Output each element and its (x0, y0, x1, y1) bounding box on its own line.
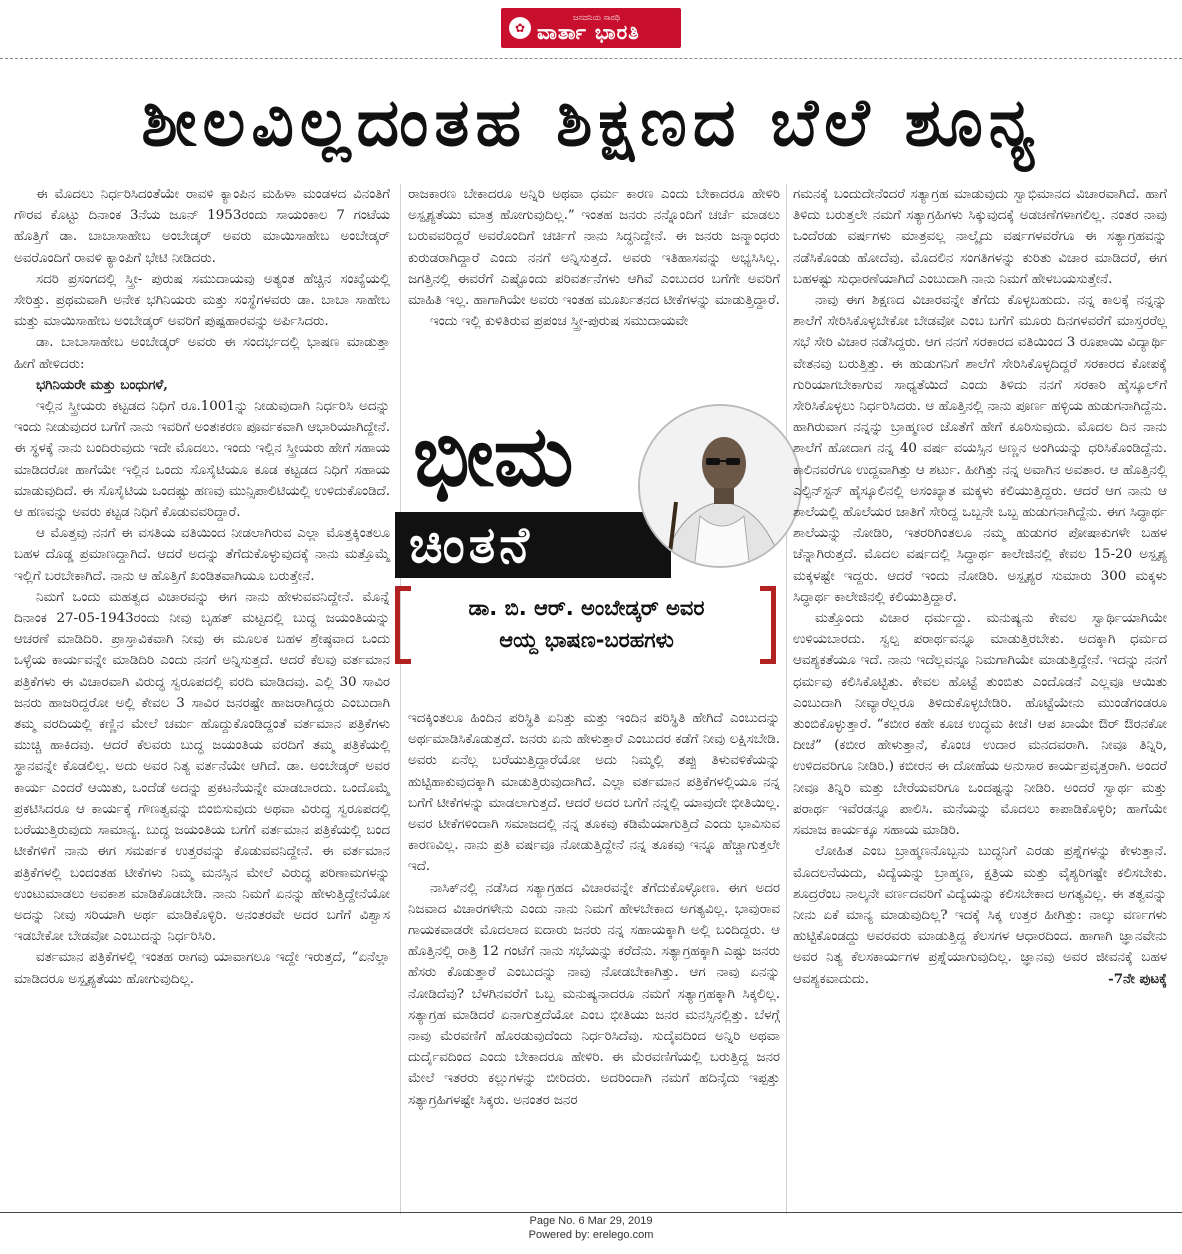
paragraph: ಇಲ್ಲಿನ ಸ್ತ್ರೀಯರು ಕಟ್ಟಡದ ನಿಧಿಗೆ ರೂ.1001ನ್ನು ನೀಡುವುದಾಗಿ ನಿರ್ಧರಿಸಿ ಅದನ್ನು ಇಂದು ನೀಡುವುದರ ಬಗೆಗೆ ನಾನು ಇವರಿಗೆ ಅಂತಃಕರಣ ಪೂರ್ವಕವಾಗಿ ಆಭಾರಿಯಾಗಿದ್ದೇನೆ. ಈ ಸ್ಥಳಕ್ಕೆ ನಾನು ಬಂದಿರುವುದು ಇದೇ ಮೊದಲು. ಇಂದು ಇಲ್ಲಿನ ಸ್ತ್ರೀಯರು ಹೇಗೆ ಸಹಾಯ ಮಾಡಿದರೋ ಹಾಗೆಯೇ ಇಲ್ಲಿನ ಒಂದು ಸೊಸೈಟಿಯೂ ಕೂಡ ಕಟ್ಟಡದ ನಿಧಿಗೆ ಸಹಾಯ ಮಾಡುವುದಿದೆ. ಈ ಸೊಸೈಟಿಯ ಒಂದಷ್ಟು ಹಣವು ಮುನ್ಸಿಪಾಲಿಟಿಯಲ್ಲಿ ಉಳಿದುಕೊಂಡಿದೆ. ಆ ಹಣವನ್ನು ಅವರು ಕಟ್ಟಡ ನಿಧಿಗೆ ಕೊಡುವವರಿದ್ದಾರೆ. (14, 399, 390, 521)
feature-subtitle-line2: ಆಯ್ದ ಭಾಷಣ-ಬರಹಗಳು (499, 628, 674, 652)
feature-subtitle-line1: ಡಾ. ಬಿ. ಆರ್. ಅಂಬೇಡ್ಕರ್ ಅವರ (468, 596, 705, 620)
bracket-right (760, 586, 776, 664)
paragraph: ಮತ್ತೊಂದು ವಿಚಾರ ಧರ್ಮದ್ದು. ಮನುಷ್ಯನು ಕೇವಲ ಸ್ವಾರ್ಥಿಯಾಗಿಯೇ ಉಳಿಯಬಾರದು. ಸ್ವಲ್ಪ ಪರಾರ್ಥವನ್ನೂ ಮಾಡುತ್ತಿರಬೇಕು. ಅದಕ್ಕಾಗಿ ಧರ್ಮದ ಆವಶ್ಯಕತೆಯೂ ಇದೆ. ನಾನು ಇದೆಲ್ಲವನ್ನೂ ನಿಮಗಾಗಿಯೇ ಮಾಡುತ್ತಿದ್ದೇನೆ. ಇದನ್ನು ನನಗೆ ಧರ್ಮವು ಕಲಿಸಿಕೊಟ್ಟಿತು. ಕೇವಲ ಹೊಟ್ಟೆ ತುಂಬಿತು ಎಂದೊಡನೆ ಎಲ್ಲವೂ ಆಯಿತು ಎಂಬುದಾಗಿ ನೀವ್ಯಾರೆಲ್ಲರೂ ತಿಳಿದುಕೊಳ್ಳಬೇಡಿರಿ. ಹೊಟ್ಟೆಯೇನು ಮುಂಡೆಗಂಡರೂ ತುಂಬಿಕೊಳ್ಳುತ್ತಾರೆ. “ಕಬೀರ ಕಹೇ ಕೂಚ ಉದ್ಧಮ ಕೀಜೆ। ಆಪ ಖಾಯೇ ಔರ್ ಔರನಕೋ ದೀಜೆ” (ಕಬೀರ ಹೇಳುತ್ತಾನೆ, ಕೊಂಚ ಉದಾರ ಮನದವರಾಗಿ. ನೀವೂ ತಿನ್ನಿರಿ, ಉಳಿದವರಿಗೂ ನೀಡಿರಿ.) ಕಬೀರನ ಈ ದೋಹೆಯ ಅನುಸಾರ ಕಾರ್ಯಪ್ರವೃತ್ತರಾಗಿ. ಅಂದರೆ ನೀವೂ ತಿನ್ನಿರಿ ಮತ್ತು ಬೇರೆಯವರಿಗೂ ಒಂದಷ್ಟನ್ನು ನೀಡಿರಿ. ಅಂದರೆ ಸ್ವಾರ್ಥ ಮತ್ತು ಪರಾರ್ಥ ಇವೆರಡನ್ನೂ ಪಾಲಿಸಿ. ಮನೆಯನ್ನು ಮೊದಲು ಕಾಪಾಡಿಕೊಳ್ಳಿರಿ; ಹಾಗೆಯೇ ಸಮಾಜ ಕಾರ್ಯಕ್ಕೂ ಸಹಾಯ ಮಾಡಿರಿ. (793, 611, 1167, 839)
paragraph: ಈ ಮೊದಲು ನಿರ್ಧರಿಸಿದಂತೆಯೇ ರಾವಳಿ ಕ್ಯಾಂಪಿನ ಮಹಿಳಾ ಮಂಡಳದ ವಿನಂತಿಗೆ ಗೌರವ ಕೊಟ್ಟು ದಿನಾಂಕ 3ನೆಯ ಜೂನ್ 1953ರಂದು ಸಾಯಂಕಾಲ 7 ಗಂಟೆಯ ಹೊತ್ತಿಗೆ ಡಾ. ಬಾಬಾಸಾಹೇಬ ಅಂಬೇಡ್ಕರ್ ಅವರು ಮಾಯಿಸಾಹೇಬ ಅಂಬೇಡ್ಕರ್ ಅವರೊಂದಿಗೆ ರಾವಳಿ ಕ್ಯಾಂಪಿಗೆ ಭೇಟಿ ನೀಡಿದರು. (14, 187, 390, 266)
continued-on-page-link[interactable]: -7ನೇ ಪುಟಕ್ಕೆ (1108, 970, 1167, 987)
masthead-tagline: ಜನದನಿಯ ಸಾರಥಿ (573, 13, 621, 22)
cropped-kicker-line (245, 58, 745, 68)
feature-box-bheema-chintane (395, 400, 788, 698)
page-info: Page No. 6 Mar 29, 2019 (529, 1215, 653, 1227)
paragraph: ಆ ಮೊತ್ತವು ನನಗೆ ಈ ವಸತಿಯ ವತಿಯಿಂದ ನೀಡಲಾಗಿರುವ ಎಲ್ಲಾ ಮೊತ್ತಕ್ಕಿಂತಲೂ ಬಹಳ ದೊಡ್ಡ ಪ್ರಮಾಣದ್ದಾಗಿದೆ. ಆದರೆ ಅದನ್ನು ತೆಗೆದುಕೊಳ್ಳುವುದಕ್ಕೆ ನಾನು ಮತ್ತೊಮ್ಮೆ ಇಲ್ಲಿಗೆ ಬರಬೇಕಾಗಿದೆ. ನಾನು ಆ ಹೊತ್ತಿಗೆ ಖಂಡಿತವಾಗಿಯೂ ಬರುತ್ತೇನೆ. (14, 526, 390, 584)
paragraph: ವರ್ತಮಾನ ಪತ್ರಿಕೆಗಳಲ್ಲಿ ಇಂತಹ ರಾಗವು ಯಾವಾಗಲೂ ಇದ್ದೇ ಇರುತ್ತದೆ, “ಏನೆಲ್ಲಾ ಮಾಡಿದರೂ ಅಸ್ಪೃಶ್ಯತೆಯು ಹೋಗುವುದಿಲ್ಲ. (14, 950, 390, 987)
logo-emblem-icon: ✿ (509, 17, 531, 39)
article-column-3 (793, 184, 1167, 1214)
paragraph: ಇದಕ್ಕಿಂತಲೂ ಹಿಂದಿನ ಪರಿಸ್ಥಿತಿ ಏನಿತ್ತು ಮತ್ತು ಇಂದಿನ ಪರಿಸ್ಥಿತಿ ಹೇಗಿದೆ ಎಂಬುದನ್ನು ಅರ್ಥಮಾಡಿಸಿಕೊಡುತ್ತದೆ. ಜನರು ಏನು ಹೇಳುತ್ತಾರೆ ಎಂಬುದರ ಕಡೆಗೆ ನೀವು ಲಕ್ಷಿಸಬೇಡಿ. ಅವರು ಏನೆಲ್ಲ ಬರೆಯುತ್ತಿದ್ದಾರೆಯೋ ಅದು ನಿಮ್ಮಲ್ಲಿ ತಪ್ಪು ತಿಳುವಳಿಕೆಯನ್ನು ಹುಟ್ಟಿಹಾಕುವುದಕ್ಕಾಗಿ ಮಾಡುತ್ತಿರುವುದಾಗಿದೆ. ಎಲ್ಲಾ ವರ್ತಮಾನ ಪತ್ರಿಕೆಗಳಲ್ಲಿಯೂ ನನ್ನ ಬಗೆಗೆ ಟೀಕೆಗಳನ್ನು ಮಾಡಲಾಗುತ್ತದೆ. ಆದರೆ ಅದರ ಬಗೆಗೆ ನನ್ನಲ್ಲಿ ಯಾವುದೇ ಭೀತಿಯಿಲ್ಲ. ಅವರ ಟೀಕೆಗಳಿಂದಾಗಿ ಸಮಾಜದಲ್ಲಿ ನನ್ನ ತೂಕವು ಕಡಿಮೆಯಾಗುತ್ತಿದೆ ಎಂದು ಭಾವಿಸುವ ಕಾರಣವಿಲ್ಲ. ನಾನು ಪ್ರತಿ ವರ್ಷವೂ ನೋಡುತ್ತಿದ್ದೇನೆ ನನ್ನ ತೂಕವು ಇನ್ನೂ ಹೆಚ್ಚಾಗುತ್ತಲೇ ಇದೆ. (408, 711, 781, 875)
paragraph (793, 841, 1167, 989)
paragraph: ಸದರಿ ಪ್ರಸಂಗದಲ್ಲಿ ಸ್ತ್ರೀ- ಪುರುಷ ಸಮುದಾಯವು ಅತ್ಯಂತ ಹೆಚ್ಚಿನ ಸಂಖ್ಯೆಯಲ್ಲಿ ಸೇರಿತ್ತು. ಪ್ರಥಮವಾಗಿ ಅನೇಕ ಭಗಿನಿಯರು ಮತ್ತು ಸಂಸ್ಥೆಗಳವರು ಡಾ. ಬಾಬಾ ಸಾಹೇಬ ಮತ್ತು ಮಾಯಿಸಾಹೇಬ ಅಂಬೇಡ್ಕರ್ ಅವರಿಗೆ ಪುಷ್ಪಹಾರವನ್ನು ಅರ್ಪಿಸಿದರು. (14, 271, 390, 330)
paragraph-text: ಲೋಹಿತ ಎಂಬ ಬ್ರಾಹ್ಮಣನೊಬ್ಬನು ಬುದ್ಧನಿಗೆ ಎರಡು ಪ್ರಶ್ನೆಗಳನ್ನು ಕೇಳುತ್ತಾನೆ. ಮೊದಲನೆಯದು, ವಿದ್ಯೆಯನ್ನು ಬ್ರಾಹ್ಮಣ, ಕ್ಷತ್ರಿಯ ಮತ್ತು ವೈಶ್ಯರಿಗಷ್ಟೇ ಕಲಿಸಬೇಕು. ಶೂದ್ರರೆಂಬ ನಾಲ್ಕನೇ ವರ್ಣದವರಿಗೆ ವಿದ್ಯೆಯನ್ನು ಕಲಿಸಬೇಕಾದ ಅಗತ್ಯವಿಲ್ಲ. ಈ ತತ್ವವನ್ನು ನೀನು ಏಕೆ ಮಾನ್ಯ ಮಾಡುವುದಿಲ್ಲ? ಇದಕ್ಕೆ ಸಿಕ್ಕ ಉತ್ತರ ಹೀಗಿತ್ತು: ನಾಲ್ಕು ವರ್ಣಗಳು ಹುಟ್ಟಿಕೊಂಡದ್ದು ಅವರವರು ಮಾಡುತ್ತಿದ್ದ ಕೆಲಸಗಳ ಆಧಾರದಿಂದ. ಹಾಗಾಗಿ ಜ್ಞಾನವೇನು ಅವರ ನಿತ್ಯ ಕೆಲಸಕಾರ್ಯಗಳ ಪ್ರಶ್ನೆಯಾಗುವುದಿಲ್ಲ. ಜ್ಞಾನವು ಅವರ ಜೀವನಕ್ಕೆ ಬಹಳ ಆವಶ್ಯಕವಾದುದು. (793, 844, 1167, 987)
feature-title-band (395, 512, 671, 578)
paragraph: ಇಂದು ಇಲ್ಲಿ ಕುಳಿತಿರುವ ಪ್ರಪಂಚ ಸ್ತ್ರೀ-ಪುರುಷ ಸಮುದಾಯವೇ (430, 314, 689, 330)
bracket-left (395, 586, 411, 664)
paragraph: ನಾಸಿಕ್‌ನಲ್ಲಿ ನಡೆಸಿದ ಸತ್ಯಾಗ್ರಹದ ವಿಚಾರವನ್ನೇ ತೆಗೆದುಕೊಳ್ಳೋಣ. ಈಗ ಅದರ ನಿಜವಾದ ವಿಚಾರಗಳೇನು ಎಂದು ನಾನು ನಿಮಗೆ ಹೇಳಬೇಕಾದ ಅಗತ್ಯವಿಲ್ಲ. ಭಾವುರಾವ ಗಾಯಕವಾಡರೇ ಮೊದಲಾದ ಐದಾರು ಜನರು ನನ್ನ ಸಹಾಯಕ್ಕಾಗಿ ಅಲ್ಲಿ ಬಂದಿದ್ದರು. ಆ ಹೊತ್ತಿನಲ್ಲಿ ರಾತ್ರಿ 12 ಗಂಟೆಗೆ ನಾನು ಸಭೆಯನ್ನು ಕರೆದೆನು. ಸತ್ಯಾಗ್ರಹಕ್ಕಾಗಿ ಎಷ್ಟು ಜನರು ಹೆಸರು ಕೊಡುತ್ತಾರೆ ಎಂಬುದನ್ನು ನಾವು ನೋಡಬೇಕಾಗಿತ್ತು. ಆಗ ನಾವು ಏನನ್ನು ನೋಡಿದೆವು? ಬೆಳಗಿನವರೆಗೆ ಒಬ್ಬ ಮನುಷ್ಯನಾದರೂ ನಮಗೆ ಸತ್ಯಾಗ್ರಹಕ್ಕಾಗಿ ಸಿಕ್ಕಲಿಲ್ಲ. ಸತ್ಯಾಗ್ರಹ ಮಾಡಿದರೆ ಏನಾಗುತ್ತದೆಯೋ ಎಂಬ ಭೀತಿಯು ಜನರ ಮನಸ್ಸಿನಲ್ಲಿತ್ತು. ಬೆಳಗ್ಗೆ ನಾವು ಮೆರವಣಿಗೆ ಹೊರಡುವುದೆಂದು ನಿರ್ಧರಿಸಿದೆವು. ಸುದೈವದಿಂದ ಅನ್ನಿರಿ ಅಥವಾ ದುರ್ದೈವದಿಂದ ಎಂದು ಬೇಕಾದರೂ ಹೇಳಿರಿ. ಈ ಮೆರವಣಿಗೆಯಲ್ಲಿ ಬರುತ್ತಿದ್ದ ಜನರ ಮೇಲೆ ಇತರರು ಕಲ್ಲುಗಳನ್ನು ಬೀರಿದರು. ಅದರಿಂದಾಗಿ ನಮಗೆ ಹದಿನೈದು ಇಪ್ಪತ್ತು ಸತ್ಯಾಗ್ರಹಿಗಳಷ್ಟೇ ಸಿಕ್ಕರು. ಅನಂತರ ಜನರ (408, 880, 780, 1108)
salutation: ಭಗಿನಿಯರೇ ಮತ್ತು ಬಂಧುಗಳೆ, (36, 376, 168, 393)
article-column-2-top (408, 184, 780, 396)
portrait-illustration (640, 406, 802, 568)
paragraph: ನಿಮಗೆ ಒಂದು ಮಹತ್ವದ ವಿಚಾರವನ್ನು ಈಗ ನಾನು ಹೇಳುವವನಿದ್ದೇನೆ. ಮೊನ್ನೆ ದಿನಾಂಕ 27-05-1943ರಂದು ನೀವು ಬೃಹತ್ ಮಟ್ಟದಲ್ಲಿ ಬುದ್ಧ ಜಯಂತಿಯನ್ನು ಆಚರಣೆ ಮಾಡಿದಿರಿ. ಪ್ರಾಸ್ತಾವಿಕವಾಗಿ ನೀವು ಈ ಮೂಲಕ ಬಹಳ ಶ್ರೇಷ್ಠವಾದ ಒಂದು ಒಳ್ಳೆಯ ಕಾರ್ಯವನ್ನೇ ಮಾಡಿದಿರಿ ಎಂದು ನನಗೆ ಅನ್ನಿಸುತ್ತದೆ. ಆದರೆ ಕೆಲವು ವರ್ತಮಾನ ಪತ್ರಿಕೆಗಳು ಈ ವಿಚಾರವಾಗಿ ವಿರುದ್ಧ ಸ್ವರೂಪದಲ್ಲಿ ವರದಿ ಮಾಡಿದವು. ಎಲ್ಲಿ 30 ಸಾವಿರ ಜನರು ಹಾಜರಿದ್ದರೋ ಅಲ್ಲಿ ಕೇವಲ 3 ಸಾವಿರ ಜನರಷ್ಟೇ ಹಾಜರಾಗಿದ್ದರು ಎಂಬುದಾಗಿ ತಮ್ಮ ವರದಿಯಲ್ಲಿ ಕಣ್ಣಿನ ಮೇಲೆ ಚರ್ಮ ಹೊದ್ದುಕೊಂಡಿದ್ದಂತೆ ವರ್ತಮಾನ ಪತ್ರಿಕೆಗಳು ಮುಚ್ಚಿ ಹಾಕಿದವು. ಆದರೆ ಕೆಲವರು ಬುದ್ಧ ಜಯಂತಿಯ ವರದಿಗೆ ತಮ್ಮ ಪತ್ರಿಕೆಯಲ್ಲಿ ಸ್ಥಾನವನ್ನೇ ಕೊಡಲಿಲ್ಲ. ಅದು ಅವರ ನಿತ್ಯ ವರ್ತನೆಯೇ ಆಗಿದೆ. ಡಾ. ಅಂಬೇಡ್ಕರ್ ಅವರ ಕಾರ್ಯ ಎಂದರೆ ಆಯಿತು, ಒಂದೆಡೆ ಅದನ್ನು ಪ್ರಕಟನೆಯನ್ನೇ ಮಾಡಬಾರದು. ಒಂದೊಮ್ಮೆ ಪ್ರಕಟಿಸಿದರೂ ಆ ಕಾರ್ಯಕ್ಕೆ ಗೌಣತ್ವವನ್ನು ಬಿಂಬಿಸುವುದು ಅಥವಾ ವಿರುದ್ಧ ಸ್ವರೂಪದಲ್ಲಿ ಬರೆಯುತ್ತಿರುವುದು ಸಾಮಾನ್ಯ. ಬುದ್ಧ ಜಯಂತಿಯ ಬಗೆಗೆ ವರ್ತಮಾನ ಪತ್ರಿಕೆಯಲ್ಲಿ ಬಂದ ಟೀಕೆಗಳಿಗೆ ನಾನು ಈಗ ಸಮರ್ಪಕ ಉತ್ತರವನ್ನು ಕೊಡುವವನಿದ್ದೇನೆ. ಈ ವರ್ತಮಾನ ಪತ್ರಿಕೆಗಳಲ್ಲಿ ಬಂದಂತಹ ಟೀಕೆಗಳು ನಿಮ್ಮ ಮನಸ್ಸಿನ ಮೇಲೆ ವಿರುದ್ಧ ಪರಿಣಾಮಗಳನ್ನು ಉಂಟುಮಾಡಲು ಅವಕಾಶ ಮಾಡಿಕೊಡಬೇಡಿ. ನಾನು ನಿಮಗೆ ಏನನ್ನು ಹೇಳುತ್ತಿದ್ದೇನೆಯೋ ಅದನ್ನು ನೀವು ಸರಿಯಾಗಿ ಅರ್ಥ ಮಾಡಿಕೊಳ್ಳಿರಿ. ಅನಂತರವೇ ಅದರ ಬಗೆಗೆ ವಿಶ್ವಾಸ ಇಡಬೇಕೋ ಬೇಡವೋ ಎಂಬುದನ್ನು ನಿರ್ಧರಿಸಿರಿ. (14, 589, 390, 945)
paragraph: ರಾಜಕಾರಣ ಬೇಕಾದರೂ ಅನ್ನಿರಿ ಅಥವಾ ಧರ್ಮ ಕಾರಣ ಎಂದು ಬೇಕಾದರೂ ಹೇಳಿರಿ ಅಸ್ಪೃಶ್ಯತೆಯು ಮಾತ್ರ ಹೋಗುವುದಿಲ್ಲ.” ಇಂತಹ ಜನರು ನನ್ನೊಂದಿಗೆ ಚರ್ಚೆ ಮಾಡಲು ಬರುವವರಿದ್ದರೆ ಅವರೊಂದಿಗೆ ಚರ್ಚಿಗೆ ನಾನು ಸಿದ್ಧನಿದ್ದೇನೆ. ಈ ಜನರು ಜನ್ಮಾಂಧರು ಕುರುಡರಾಗಿದ್ದಾರೆ ಎಂದು ನನಗೆ ಅನ್ನಿಸುತ್ತದೆ. ಅವರು ಇತಿಹಾಸವನ್ನು ಅಭ್ಯಸಿಸಿಲ್ಲ. ಜಗತ್ತಿನಲ್ಲಿ ಈವರೆಗೆ ಎಷ್ಟೊಂದು ಪರಿವರ್ತನೆಗಳು ಆಗಿವೆ ಎಂಬುದರ ಬಗೆಗೇ ಅವರಿಗೆ ಮಾಹಿತಿ ಇಲ್ಲ. ಹಾಗಾಗಿಯೇ ಅವರು ಇಂತಹ ಮೂರ್ಖತನದ ಟೀಕೆಗಳನ್ನು ಮಾಡುತ್ತಿದ್ದಾರೆ. (408, 187, 780, 309)
bottom-divider (0, 1212, 1182, 1213)
paragraph: ನಾವು ಈಗ ಶಿಕ್ಷಣದ ವಿಚಾರವನ್ನೇ ತೆಗೆದು ಕೊಳ್ಳಬಹುದು. ನನ್ನ ಕಾಲಕ್ಕೆ ನನ್ನನ್ನು ಶಾಲೆಗೆ ಸೇರಿಸಿಕೊಳ್ಳಬೇಕೋ ಬೇಡವೋ ಎಂಬ ಬಗೆಗೆ ಮೂರು ದಿನಗಳವರೆಗೆ ಮಾಸ್ತರರೆಲ್ಲ ಸಭೆ ಸೇರಿ ವಿಚಾರ ನಡೆಸಿದ್ದರು. ಆಗ ನನಗೆ ಸರಕಾರದ ವತಿಯಿಂದ 3 ರೂಪಾಯಿ ವಿದ್ಯಾರ್ಥಿ ವೇತನವು ಬರುತ್ತಿತ್ತು. ಈ ಹುಡುಗನಿಗೆ ಶಾಲೆಗೆ ಸೇರಿಸಿಕೊಳ್ಳದಿದ್ದರೆ ಸರಕಾರದ ಕೋಪಕ್ಕೆ ಗುರಿಯಾಗಬೇಕಾಗುವ ಸಾಧ್ಯತೆಯಿದೆ ಎಂದು ತಿಳಿದು ನನಗೆ ಸರಕಾರಿ ಹೈಸ್ಕೂಲ್‌ಗೆ ಸೇರಿಸಿಕೊಳ್ಳಲು ನಿರ್ಧರಿಸಿದರು. ಆ ಹೊತ್ತಿನಲ್ಲಿ ನಾನು ಪೂರ್ಣ ಹಳ್ಳಿಯ ಹುಡುಗನಾಗಿದ್ದೆನು. ಹಾಗಿರುವಾಗ ನನ್ನನ್ನು ಬ್ರಾಹ್ಮಣರ ಜೊತೆಗೆ ಹೇಗೆ ಕೂರಿಸುವುದು. ಮೊದಲ ದಿನ ನಾನು ಶಾಲೆಗೆ ಹೋದಾಗ ನನ್ನ 40 ವರ್ಷ ವಯಸ್ಸಿನ ಅಣ್ಣನ ಅಂಗಿಯನ್ನು ಧರಿಸಿಕೊಂಡಿದ್ದೆನು. ಕಾಲಿನವರೆಗೂ ಉದ್ದವಾಗಿತ್ತು ಆ ಶರ್ಟು. ಹೀಗಿತ್ತು ನನ್ನ ಅವಾಗಿನ ಅವತಾರ. ಆ ಹೊತ್ತಿನಲ್ಲಿ ಎಲ್ಫಿನ್‌ಸ್ಟನ್ ಹೈಸ್ಕೂಲಿನಲ್ಲಿ ಅಸಂಖ್ಯಾತ ಮಕ್ಕಳು ಕಲಿಯುತ್ತಿದ್ದರು. ಆದರೆ ಆಗ ನಾನು ಆ ಶಾಲೆಯಲ್ಲಿ ಹೊಲೆಯರ ಜಾತಿಗೆ ಸೇರಿದ್ದ ಒಬ್ಬನೇ ಒಬ್ಬ ಹುಡುಗನಾಗಿದ್ದೆನು. ಈಗ ಸಿದ್ಧಾರ್ಥ ಶಾಲೆಯನ್ನು ನೋಡಿರಿ, ಇತರರಿಗಿಂತಲೂ ನಮ್ಮ ಹುಡುಗರ ಪೋಷಾಕುಗಳೇ ಬಹಳ ಚೆನ್ನಾಗಿರುತ್ತದೆ. ಮೊದಲ ವರ್ಷದಲ್ಲಿ ಸಿದ್ಧಾರ್ಥ ಕಾಲೇಜಿನಲ್ಲಿ ಕೇವಲ 15-20 ಅಸ್ಪೃಶ್ಯ ಮಕ್ಕಳಷ್ಟೇ ಇದ್ದರು. ಆದರೆ ಇಂದು ನೋಡಿರಿ. ಅಸ್ಪೃಶ್ಯರ ಸುಮಾರು 300 ಮಕ್ಕಳು ಸಿದ್ಧಾರ್ಥ ಕಾಲೇಜಿನಲ್ಲಿ ಕಲಿಯುತ್ತಿದ್ದಾರೆ. (793, 293, 1167, 605)
ambedkar-portrait (638, 404, 802, 568)
masthead-logo[interactable] (501, 8, 681, 48)
paragraph: ಗಮನಕ್ಕೆ ಬಂದುದೇನೆಂದರೆ ಸತ್ಯಾಗ್ರಹ ಮಾಡುವುದು ಸ್ವಾಭಿಮಾನದ ವಿಚಾರವಾಗಿದೆ. ಹಾಗೆ ತಿಳಿದು ಬರುತ್ತಲೇ ನಮಗೆ ಸತ್ಯಾಗ್ರಹಿಗಳು ಸಿಕ್ಕುವುದಕ್ಕೆ ಅಡಚಣೆಗಳಾಗಲಿಲ್ಲ. ನಂತರ ನಾವು ಒಂದೆರಡು ವರ್ಷಗಳು ಮಾತ್ರವಲ್ಲ ನಾಲ್ಕೈದು ವರ್ಷಗಳವರೆಗೂ ಈ ಸತ್ಯಾಗ್ರಹವನ್ನು ನಡೆಸಿಕೊಂಡು ಹೋದೆವು. ಮೊದಲಿನ ಸಂಗತಿಗಳನ್ನು ಕುರಿತು ವಿಚಾರ ಮಾಡಿದರೆ, ಈಗ ಬಹಳಷ್ಟು ಸುಧಾರಣೆಯಾಗಿದೆ ಎಂಬುದಾಗಿ ನಾನು ನಿಮಗೆ ಹೇಳಬಯಸುತ್ತೇನೆ. (793, 187, 1167, 287)
article-column-1 (14, 184, 390, 1214)
masthead-name: ವಾರ್ತಾ ಭಾರತಿ (537, 20, 640, 44)
feature-title-top: ಭೀಮ (413, 407, 574, 505)
paragraph: ಡಾ. ಬಾಬಾಸಾಹೇಬ ಅಂಬೇಡ್ಕರ್ ಅವರು ಈ ಸಂದರ್ಭದಲ್ಲಿ ಭಾಷಣ ಮಾಡುತ್ತಾ ಹೀಗೆ ಹೇಳಿದರು: (14, 335, 390, 372)
column-divider (786, 184, 787, 1214)
column-divider (400, 184, 401, 1214)
page-footer (0, 1214, 1182, 1242)
powered-by-link[interactable]: Powered by: erelego.com (528, 1229, 654, 1241)
article-column-2-bottom (408, 708, 780, 1214)
article-headline: ಶೀಲವಿಲ್ಲದಂತಹ ಶಿಕ್ಷಣದ ಬೆಲೆ ಶೂನ್ಯ (141, 84, 1041, 161)
feature-title-bottom: ಚಿಂತನೆ (409, 515, 534, 574)
